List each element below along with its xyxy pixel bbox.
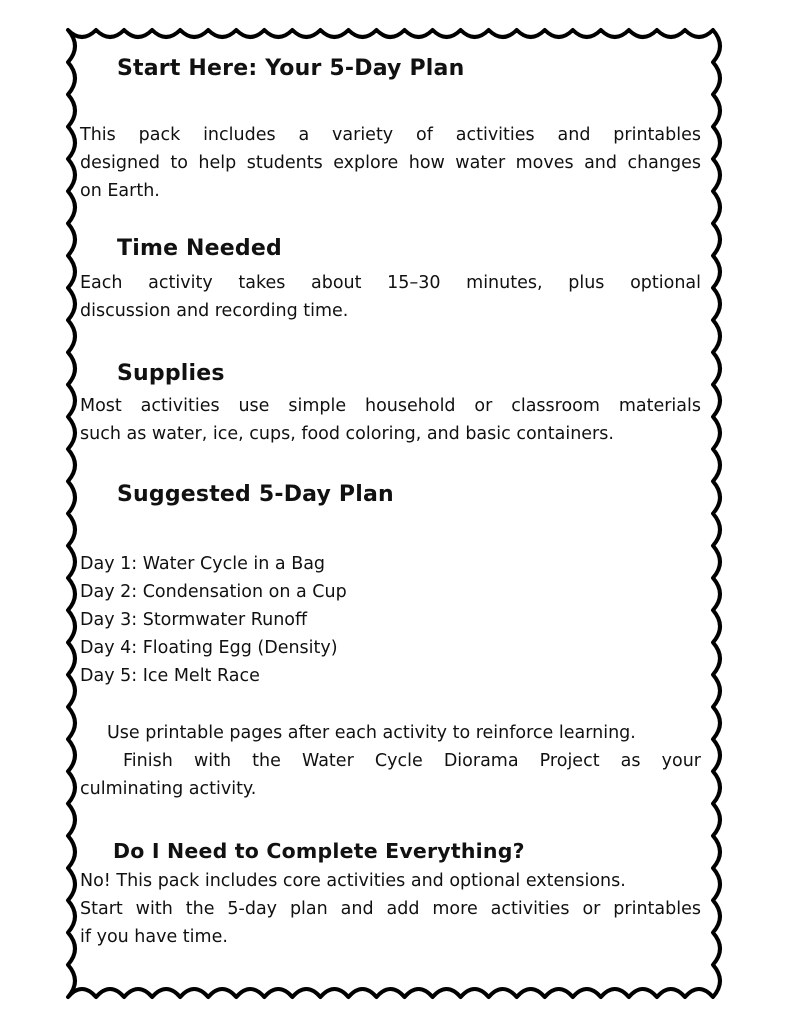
page-title: Start Here: Your 5-Day Plan — [117, 56, 465, 81]
heading-suggested-plan: Suggested 5-Day Plan — [117, 482, 394, 507]
intro-paragraph — [80, 121, 701, 205]
plan-note: Finish with the Water Cycle Diorama Project as your — [123, 751, 701, 771]
faq-line: Start with the 5-day plan and add more activities or printables — [80, 899, 701, 919]
day-item: Day 3: Stormwater Runoff — [80, 610, 308, 630]
faq-paragraph — [80, 867, 701, 951]
heading-faq: Do I Need to Complete Everything? — [113, 839, 525, 863]
day-item: Day 1: Water Cycle in a Bag — [80, 554, 326, 574]
heading-supplies: Supplies — [117, 361, 225, 386]
day-item: Day 4: Floating Egg (Density) — [80, 638, 338, 658]
faq-line: if you have time. — [80, 927, 228, 947]
plan-note: culminating activity. — [80, 779, 257, 799]
intro-line: This pack includes a variety of activities and printables — [80, 125, 701, 145]
time-line: Each activity takes about 15–30 minutes, plus optional — [80, 273, 701, 293]
intro-line: on Earth. — [80, 181, 160, 201]
supplies-paragraph — [80, 392, 701, 448]
day-list — [80, 550, 701, 690]
heading-time-needed: Time Needed — [117, 236, 282, 261]
day-item: Day 5: Ice Melt Race — [80, 666, 260, 686]
supplies-line: such as water, ice, cups, food coloring, and basic containers. — [80, 424, 614, 444]
day-item: Day 2: Condensation on a Cup — [80, 582, 347, 602]
intro-line: designed to help students explore how water moves and changes — [80, 153, 701, 173]
time-paragraph — [80, 269, 701, 325]
plan-notes — [80, 719, 701, 803]
faq-line: No! This pack includes core activities and optional extensions. — [80, 871, 626, 891]
time-line: discussion and recording time. — [80, 301, 349, 321]
supplies-line: Most activities use simple household or classroom materials — [80, 396, 701, 416]
plan-note: Use printable pages after each activity to reinforce learning. — [107, 723, 636, 743]
